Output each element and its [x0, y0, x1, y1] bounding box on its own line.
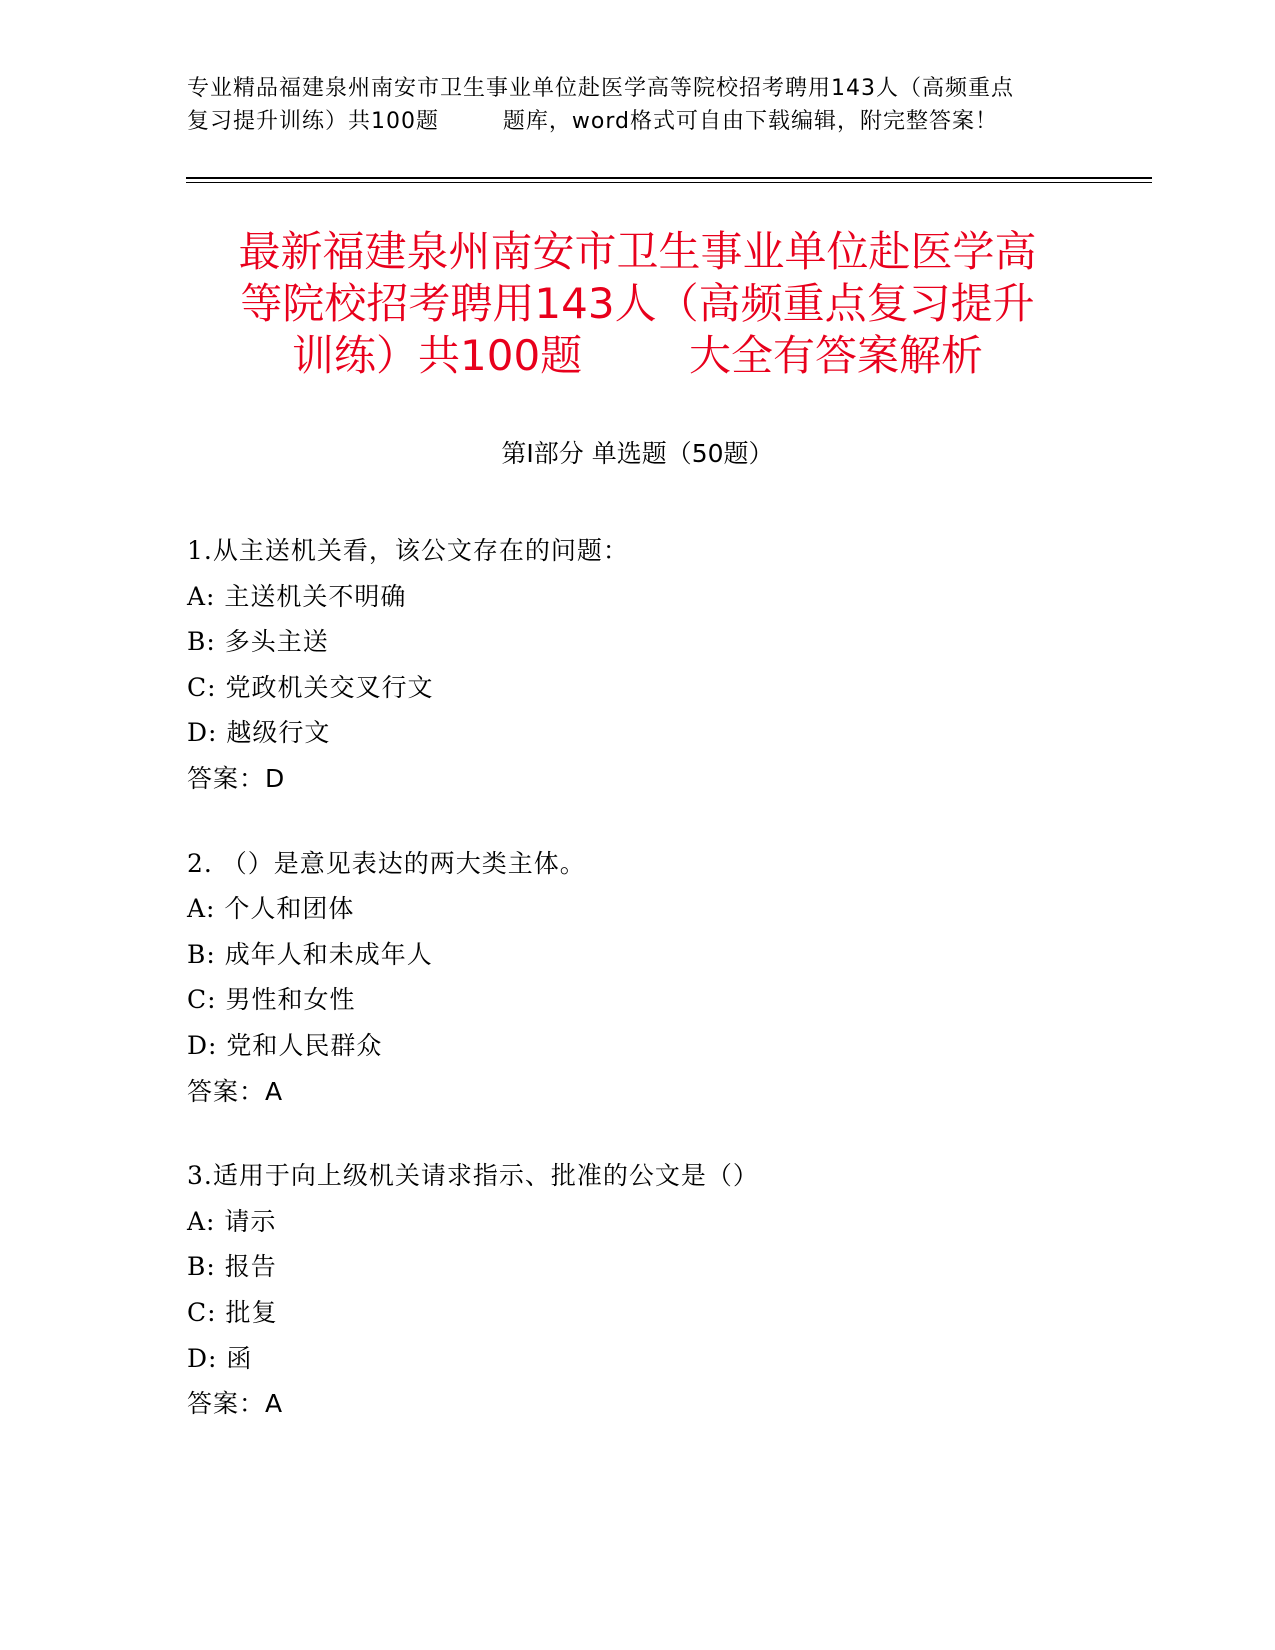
- question-item: [187, 528, 1107, 802]
- option-c: C: 批复: [187, 1297, 278, 1327]
- option-c: C: 男性和女性: [187, 985, 356, 1015]
- option-d: D: 函: [187, 1343, 253, 1373]
- question-text: 3.适用于向上级机关请求指示、批准的公文是（）: [187, 1161, 759, 1191]
- title-line-1: 最新福建泉州南安市卫生事业单位赴医学高: [238, 227, 1037, 276]
- answer-line: 答案：A: [187, 1389, 284, 1419]
- option-b: B: 成年人和未成年人: [187, 939, 433, 969]
- option-c: C: 党政机关交叉行文: [187, 672, 434, 702]
- title-line-3: 训练）共100题 大全有答案解析: [292, 331, 983, 380]
- option-a: A: 请示: [187, 1206, 277, 1236]
- header-note-line-1: 专业精品福建泉州南安市卫生事业单位赴医学高等院校招考聘用143人（高频重点: [187, 76, 1014, 101]
- question-item: [187, 841, 1107, 1115]
- header-note: [187, 72, 1087, 138]
- header-divider-thin: [186, 182, 1152, 183]
- option-b: B: 报告: [187, 1252, 277, 1282]
- header-note-line-2: 复习提升训练）共100题 题库，word格式可自由下载编辑，附完整答案！: [187, 109, 999, 134]
- option-d: D: 党和人民群众: [187, 1030, 383, 1060]
- answer-line: 答案：D: [187, 763, 286, 793]
- header-divider-thick: [186, 177, 1152, 179]
- answer-line: 答案：A: [187, 1076, 284, 1106]
- option-a: A: 个人和团体: [187, 894, 355, 924]
- title-line-2: 等院校招考聘用143人（高频重点复习提升: [240, 279, 1035, 328]
- question-item: [187, 1153, 1107, 1427]
- option-a: A: 主送机关不明确: [187, 581, 407, 611]
- question-text: 1.从主送机关看，该公文存在的问题：: [187, 536, 629, 565]
- section-heading: 第Ⅰ部分 单选题（50题）: [501, 439, 774, 468]
- question-list: [187, 528, 1107, 1466]
- question-text: 2. （）是意见表达的两大类主体。: [187, 848, 586, 878]
- document-title: [160, 226, 1115, 382]
- option-d: D: 越级行文: [187, 718, 331, 748]
- option-b: B: 多头主送: [187, 627, 329, 657]
